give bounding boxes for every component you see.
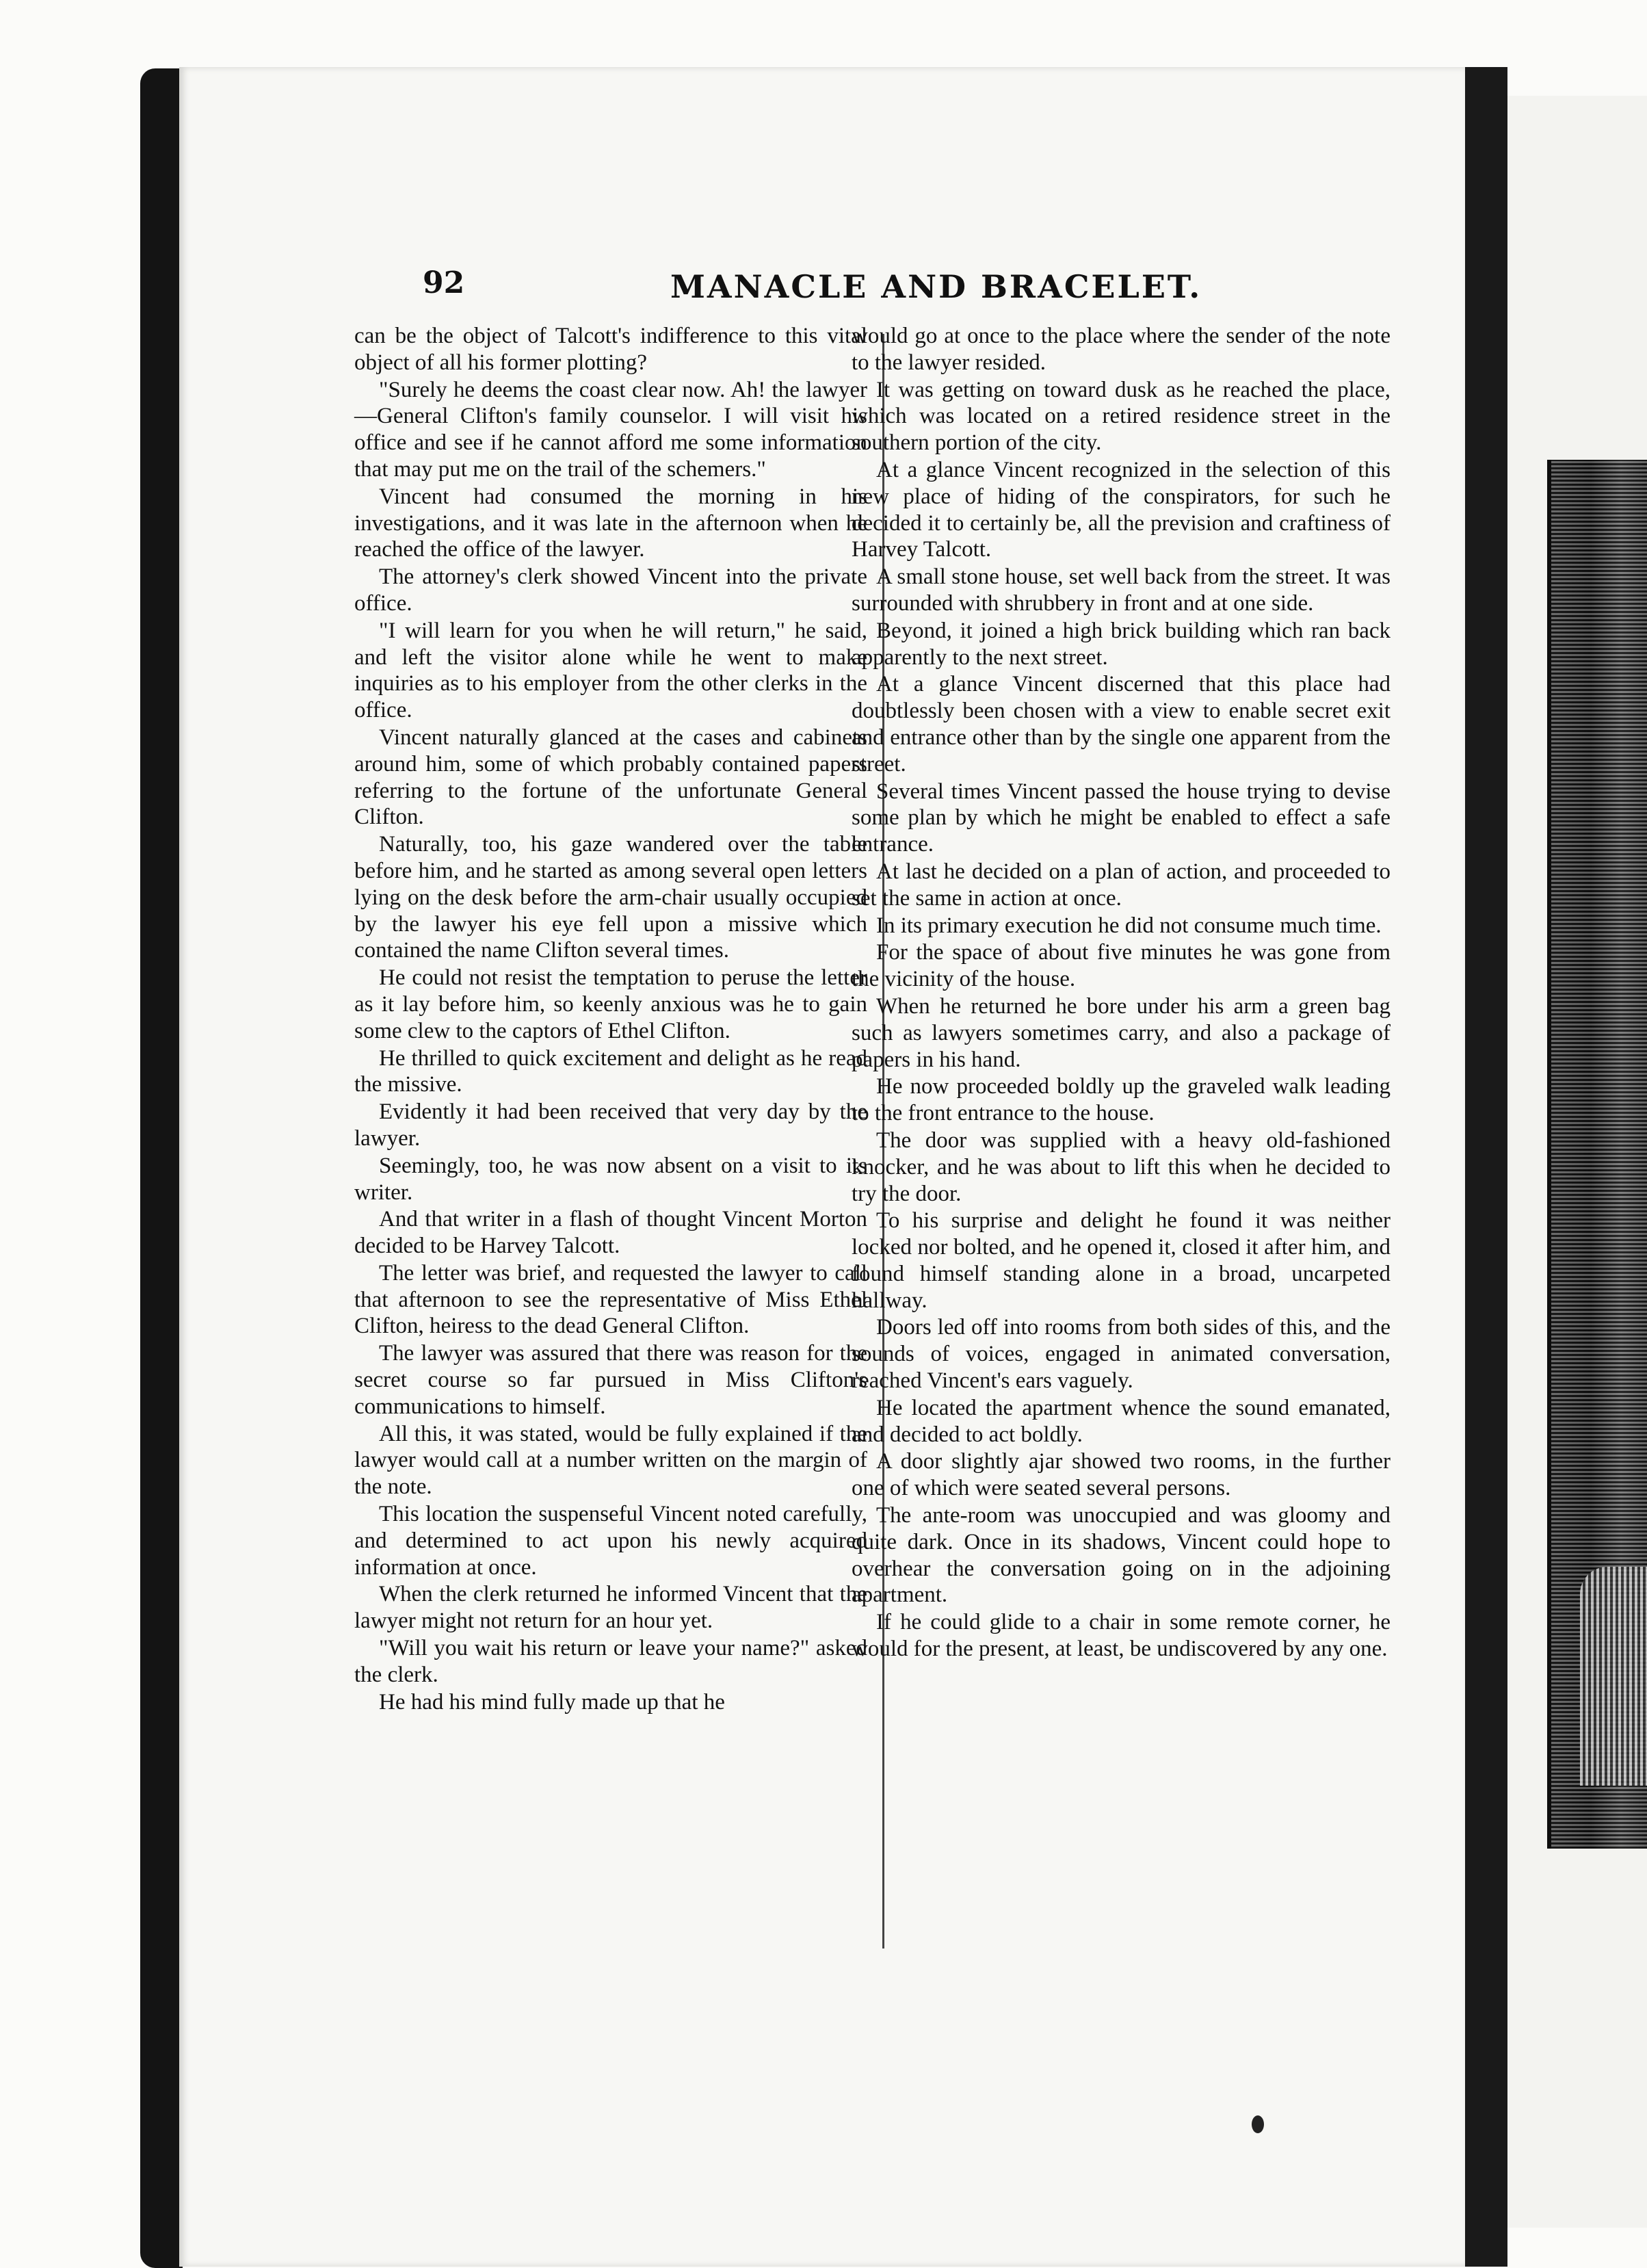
paragraph: A small stone house, set well back from the street. It was surrounded with shrubbery in front and at one side. xyxy=(852,564,1391,616)
paragraph: If he could glide to a chair in some remote corner, he would for the present, at least, be undiscovered by any one. xyxy=(852,1610,1391,1662)
paragraph: He could not resist the temptation to peruse the letter as it lay before him, so keenly anxious was he to gain some clew to the captors of Ethel Clifton. xyxy=(354,965,867,1043)
paragraph: Evidently it had been received that very day by the lawyer. xyxy=(354,1099,867,1151)
paragraph: At a glance Vincent recognized in the selection of this new place of hiding of the conspirators, for such he decided it to certainly be, all the prevision and craftiness of Harvey Talcott. xyxy=(852,457,1391,562)
paragraph: He located the apartment whence the sound emanated, and decided to act boldly. xyxy=(852,1395,1391,1447)
paragraph: Several times Vincent passed the house trying to devise some plan by which he might be enabled to effect a safe entrance. xyxy=(852,779,1391,857)
paragraph: Seemingly, too, he was now absent on a visit to its writer. xyxy=(354,1153,867,1205)
page-number: 92 xyxy=(423,265,465,300)
paragraph: Beyond, it joined a high brick building which ran back apparently to the next street. xyxy=(852,618,1391,670)
paragraph: The lawyer was assured that there was reason for the secret course so far pursued in Miss Clifton's communications to himself. xyxy=(354,1341,867,1419)
left-column xyxy=(354,323,867,1716)
book-gutter xyxy=(1465,67,1507,2267)
paragraph: In its primary execution he did not consume much time. xyxy=(876,913,1382,938)
page-header xyxy=(356,265,1202,313)
ink-speck xyxy=(1252,2115,1264,2133)
paragraph: He thrilled to quick excitement and delight as he read the missive. xyxy=(354,1045,867,1097)
paragraph: "Will you wait his return or leave your name?" asked the clerk. xyxy=(354,1636,867,1687)
paragraph: When the clerk returned he informed Vincent that the lawyer might not return for an hour yet. xyxy=(354,1582,867,1634)
paragraph: To his surprise and delight he found it was neither locked nor bolted, and he opened it, closed it after him, and found himself standing alone in a broad, uncarpeted hallway. xyxy=(852,1208,1391,1313)
paragraph: The letter was brief, and requested the lawyer to call that afternoon to see the representative of Miss Ethel Clifton, heiress to the dead General Clifton. xyxy=(354,1260,867,1339)
paragraph: At a glance Vincent discerned that this place had doubtlessly been chosen with a view to enable secret exit and entrance other than by the single one apparent from the street. xyxy=(852,672,1391,777)
paragraph: Naturally, too, his gaze wandered over the table before him, and he started as among several open letters lying on the desk before the arm-chair usually occupied by the lawyer his eye fell upon a missive which contained the name Clifton several times. xyxy=(354,832,867,963)
paragraph: At last he decided on a plan of action, and proceeded to set the same in action at once. xyxy=(852,859,1391,911)
paragraph: For the space of about five minutes he was gone from the vicinity of the house. xyxy=(852,940,1391,992)
right-column xyxy=(852,323,1391,1663)
paragraph: Vincent had consumed the morning in his investigations, and it was late in the afternoon when he reached the office of the lawyer. xyxy=(354,484,867,562)
paragraph: When he returned he bore under his arm a green bag such as lawyers sometimes carry, and also a package of papers in his hand. xyxy=(852,993,1391,1072)
paragraph: Doors led off into rooms from both sides of this, and the sounds of voices, engaged in animated conversation, reached Vincent's ears vaguely. xyxy=(852,1315,1391,1394)
paragraph: would go at once to the place where the sender of the note to the lawyer resided. xyxy=(852,324,1391,375)
paragraph: can be the object of Talcott's indifference to this vital object of all his former plotting? xyxy=(354,324,867,375)
paragraph: It was getting on toward dusk as he reached the place, which was located on a retired residence street in the southern portion of the city. xyxy=(852,377,1391,456)
running-title: MANACLE AND BRACELET. xyxy=(670,268,1202,305)
book-spine-edge xyxy=(140,68,183,2268)
paragraph: "Surely he deems the coast clear now. Ah! the lawyer—General Clifton's family counselor. I will visit his office and see if he cannot afford me some information that may put me on the trail of the schemers." xyxy=(354,377,867,482)
paragraph: The door was supplied with a heavy old-fashioned knocker, and he was about to lift this when he decided to try the door. xyxy=(852,1128,1391,1206)
paragraph: The attorney's clerk showed Vincent into the private office. xyxy=(354,564,867,616)
paragraph: He now proceeded boldly up the graveled walk leading to the front entrance to the house. xyxy=(852,1074,1391,1126)
illustration-figure-detail xyxy=(1580,1567,1647,1786)
paragraph: The ante-room was unoccupied and was gloomy and quite dark. Once in its shadows, Vincent could hope to overhear the conversation going on in the adjoining apartment. xyxy=(852,1503,1391,1608)
paragraph: "I will learn for you when he will return," he said, and left the visitor alone while he went to make inquiries as to his employer from the other clerks in the office. xyxy=(354,618,867,723)
paragraph: And that writer in a flash of thought Vincent Morton decided to be Harvey Talcott. xyxy=(354,1207,867,1259)
paragraph: He had his mind fully made up that he xyxy=(379,1689,725,1715)
paragraph: A door slightly ajar showed two rooms, in the further one of which were seated several persons. xyxy=(852,1449,1391,1501)
paragraph: All this, it was stated, would be fully explained if the lawyer would call at a number written on the margin of the note. xyxy=(354,1421,867,1500)
paragraph: Vincent naturally glanced at the cases and cabinets around him, some of which probably contained papers referring to the fortune of the unfortunate General Clifton. xyxy=(354,725,867,830)
paragraph: This location the suspenseful Vincent noted carefully, and determined to act upon his newly acquired information at once. xyxy=(354,1502,867,1580)
